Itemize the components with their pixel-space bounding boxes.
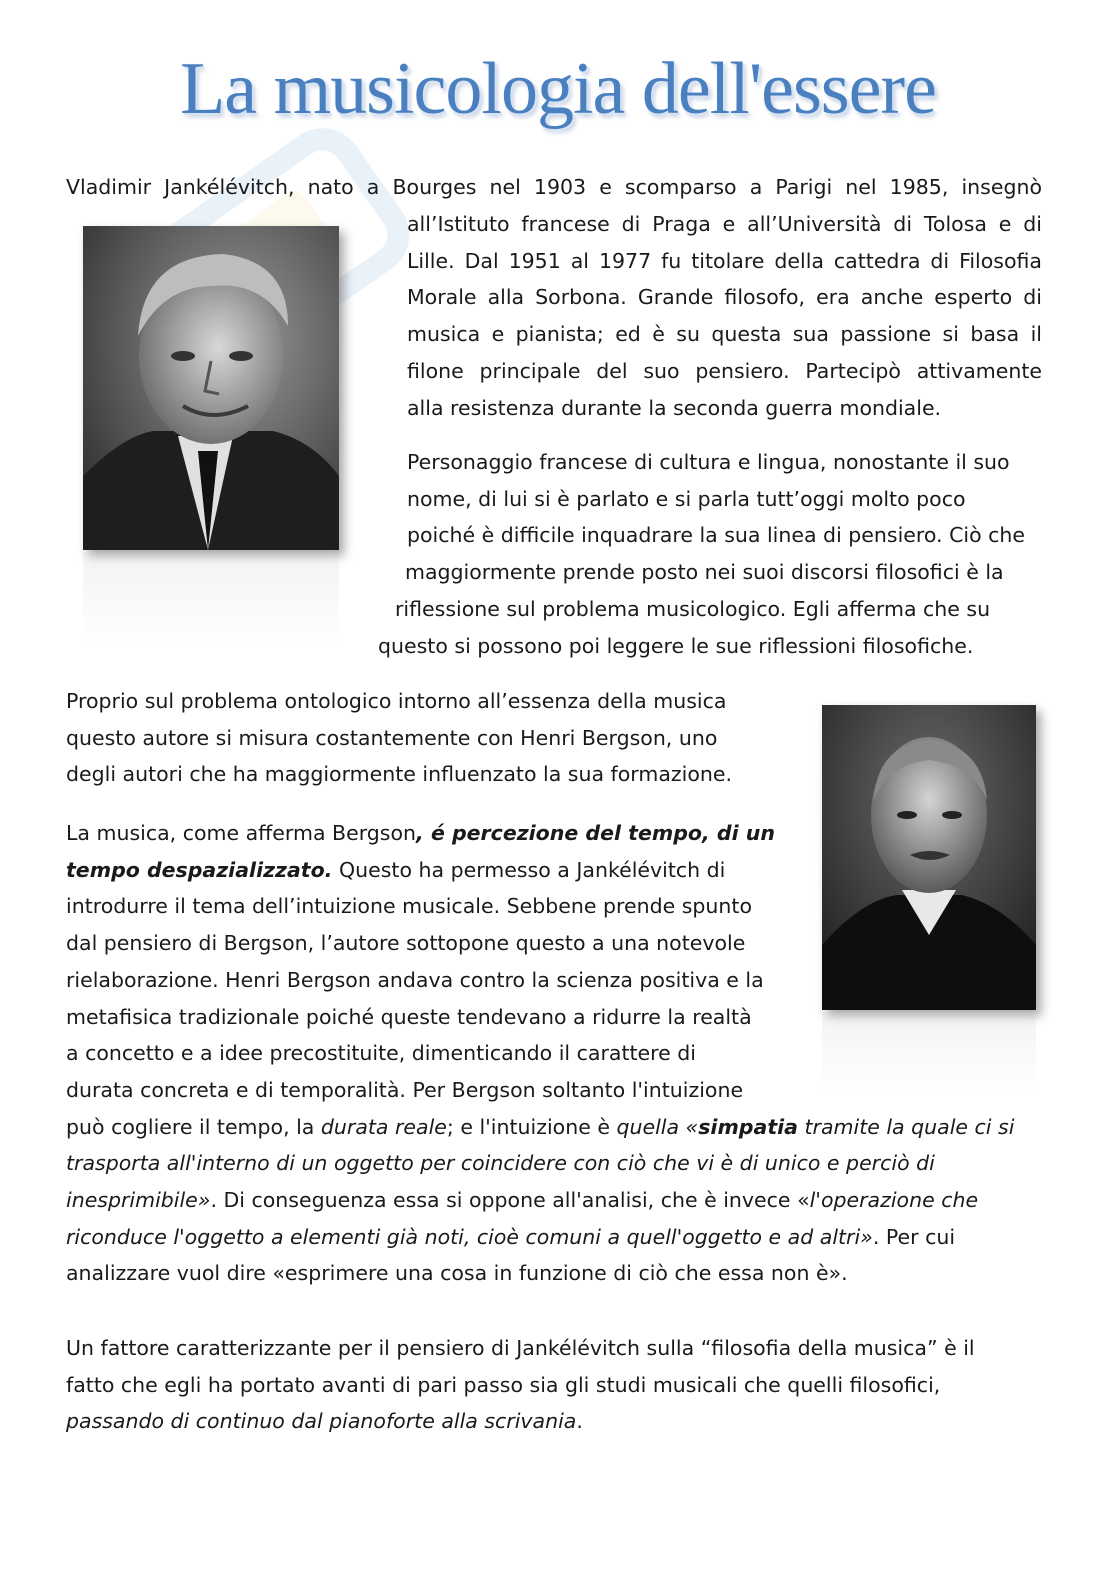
text-line: Un fattore caratterizzante per il pensiero di Jankélévitch sulla “filosofia della musica” è il	[66, 1336, 975, 1360]
text-line: degli autori che ha maggiormente influenzato la sua formazione.	[66, 762, 733, 787]
text-run: La musica, come afferma Bergson	[66, 821, 417, 845]
text-line	[66, 1145, 1042, 1182]
text-line: all’Istituto francese di Praga e all’Università di Tolosa e di	[407, 212, 1042, 236]
italic-text: inesprimibile»	[66, 1188, 211, 1213]
text-line: musica e pianista; ed è su questa sua passione si basa il	[407, 322, 1042, 347]
text-line	[66, 1219, 1042, 1256]
text-line: Personaggio francese di cultura e lingua, nonostante il suo	[407, 450, 1010, 474]
text-line: fatto che egli ha portato avanti di pari passo sia gli studi musicali che quelli filosofici,	[66, 1372, 941, 1397]
text-line: filone principale del suo pensiero. Partecipò attivamente	[407, 358, 1042, 383]
text-line: dal pensiero di Bergson, l’autore sottopone questo a una notevole	[66, 931, 746, 956]
text-line: riflessione sul problema musicologico. Egli afferma che su	[395, 596, 991, 621]
paragraph-intro	[66, 169, 1042, 206]
paragraph-musica-bergson	[66, 815, 1042, 1292]
text-line: rielaborazione. Henri Bergson andava contro la scienza positiva e la	[66, 967, 764, 992]
text-line: analizzare vuol dire «esprimere una cosa in funzione di ciò che essa non è».	[66, 1261, 848, 1286]
text-run: . Di conseguenza essa si oppone all'analisi, che è invece «	[210, 1188, 810, 1213]
emphasis-text: , é percezione del tempo, di un	[416, 821, 775, 845]
text-line: Proprio sul problema ontologico intorno all’essenza della musica	[66, 689, 727, 713]
text-line	[66, 852, 1042, 889]
paragraph-ontologico	[66, 683, 786, 793]
emphasis-text: tempo despazializzato.	[66, 857, 333, 882]
page-title: La musicologia dell'essere	[180, 48, 936, 130]
text-line: nome, di lui si è parlato e si parla tutt’oggi molto poco	[407, 486, 966, 511]
text-line: alla resistenza durante la seconda guerra mondiale.	[407, 395, 942, 420]
paragraph-intro-continued	[407, 206, 1042, 426]
text-line	[66, 1109, 1042, 1146]
text-line	[66, 1403, 1042, 1440]
text-line: maggiormente prende posto nei suoi discorsi filosofici è la	[405, 560, 1004, 585]
text-line: questo si possono poi leggere le sue riflessioni filosofiche.	[378, 633, 974, 658]
paragraph-personaggio	[0, 444, 1116, 664]
italic-text: trasporta all'interno di un oggetto per coincidere con ciò che vi è di unico e perciò di	[66, 1151, 935, 1176]
paragraph-fattore	[66, 1330, 1042, 1440]
text-line	[66, 1182, 1042, 1219]
text-run: ; e l'intuizione è	[446, 1114, 617, 1139]
text-line: a concetto e a idee precostituite, dimenticando il carattere di	[66, 1041, 696, 1066]
italic-text: riconduce l'oggetto a elementi già noti, cioè comuni a quell'oggetto e ad altri»	[66, 1224, 873, 1249]
text-line: metafisica tradizionale poiché queste tendevano a ridurre la realtà	[66, 1004, 752, 1029]
italic-text: durata reale	[320, 1114, 447, 1139]
text-run: può cogliere il tempo, la	[66, 1114, 321, 1139]
text-line: Lille. Dal 1951 al 1977 fu titolare della cattedra di Filosofia	[407, 248, 1042, 273]
text-line	[66, 815, 1042, 852]
italic-text: passando di continuo dal pianoforte alla scrivania	[66, 1409, 577, 1434]
italic-text: tramite la quale ci si	[797, 1114, 1015, 1139]
emphasis-text: simpatia	[698, 1114, 798, 1139]
text-line: questo autore si misura costantemente con Henri Bergson, uno	[66, 725, 718, 750]
text-line: poiché è difficile inquadrare la sua linea di pensiero. Ciò che	[407, 523, 1026, 548]
text-run: Questo ha permesso a Jankélévitch di	[332, 857, 726, 882]
text-run: .	[576, 1409, 583, 1434]
italic-text: l'operazione che	[809, 1188, 979, 1213]
text-line: Vladimir Jankélévitch, nato a Bourges nel 1903 e scomparso a Parigi nel 1985, insegnò	[66, 175, 1042, 199]
text-line: durata concreta e di temporalità. Per Bergson soltanto l'intuizione	[66, 1077, 744, 1102]
italic-text: quella «	[616, 1114, 699, 1139]
text-run: . Per cui	[872, 1224, 956, 1249]
text-line: Morale alla Sorbona. Grande filosofo, era anche esperto di	[407, 285, 1042, 310]
text-line: introdurre il tema dell’intuizione musicale. Sebbene prende spunto	[66, 894, 752, 919]
